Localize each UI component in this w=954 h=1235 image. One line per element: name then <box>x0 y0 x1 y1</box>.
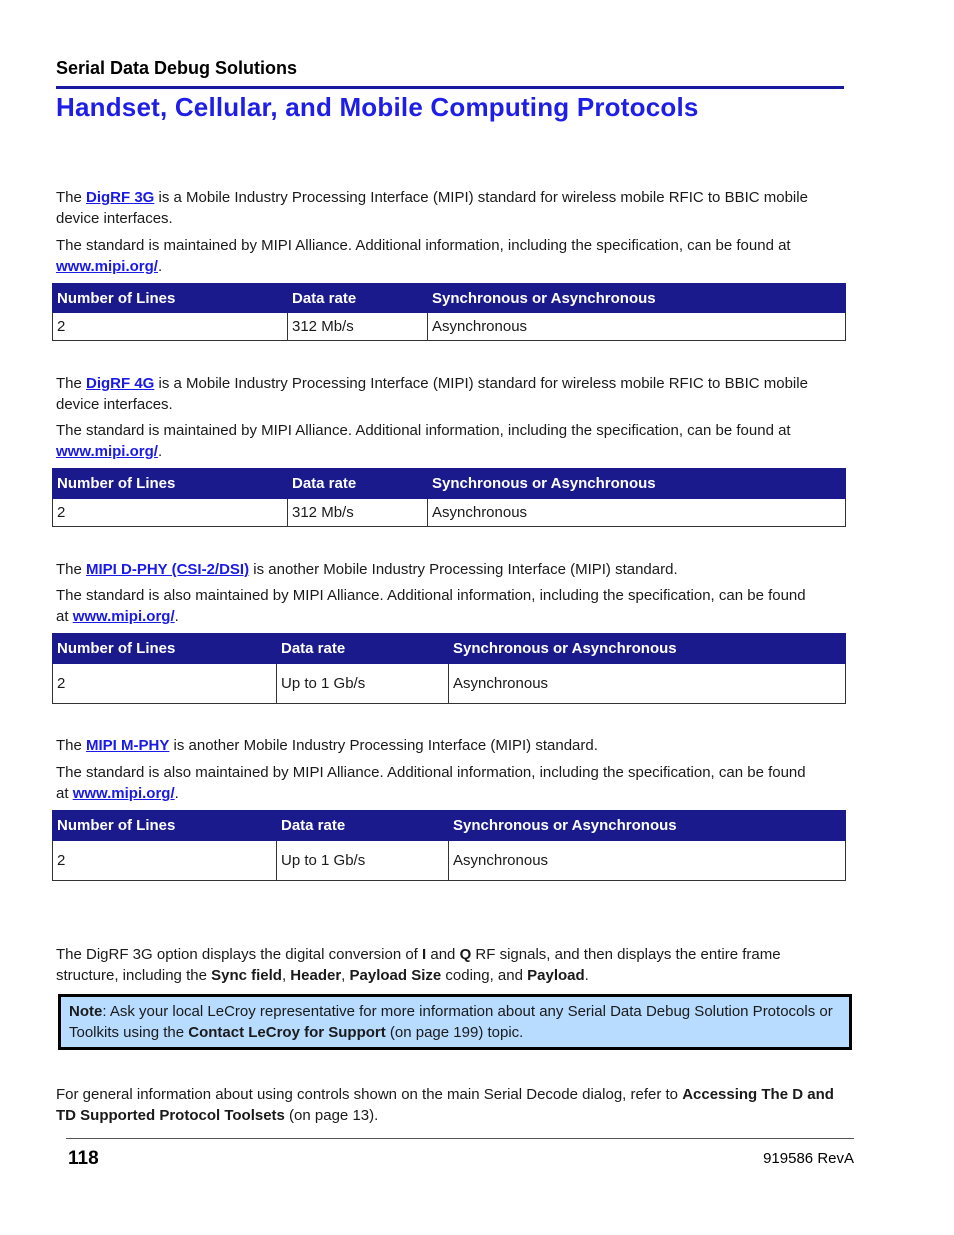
table-cell: 2 <box>53 313 288 341</box>
mipi-url-link[interactable]: www.mipi.org/ <box>72 785 175 802</box>
table-cell: Up to 1 Gb/s <box>277 841 449 881</box>
table-header: Number of Lines <box>53 634 277 664</box>
table-header: Synchronous or Asynchronous <box>449 634 846 664</box>
mipi-url-link[interactable]: www.mipi.org/ <box>56 443 158 460</box>
table-header: Data rate <box>288 284 428 313</box>
general-info-text: For general information about using controls shown on the main Serial Decode dialog, refer to Accessing The D and TD Supported Protocol Toolsets (on page 13). <box>56 1086 834 1124</box>
digrf3g-link[interactable]: DigRF 3G <box>86 189 155 206</box>
page-title: Handset, Cellular, and Mobile Computing Protocols <box>56 92 699 122</box>
table-header: Number of Lines <box>53 811 277 841</box>
digrf4g-standard-text: The standard is maintained by MIPI Alliance. Additional information, including the specification, can be found at www.mipi.org/. <box>56 422 791 460</box>
mphy-standard-text: The standard is also maintained by MIPI Alliance. Additional information, including the specification, can be found at www.mipi.org/. <box>56 764 806 802</box>
table-header: Data rate <box>277 811 449 841</box>
table-row <box>53 664 846 704</box>
digrf4g-link[interactable]: DigRF 4G <box>86 375 155 392</box>
running-header: Serial Data Debug Solutions <box>56 58 298 78</box>
table-row <box>53 499 846 527</box>
table-header: Number of Lines <box>53 469 288 499</box>
table-header: Data rate <box>277 634 449 664</box>
note-label: Note <box>69 1003 103 1020</box>
note-text: Note: Ask your local LeCroy representative for more information about any Serial Data Debug Solution Protocols or Toolkits using the Contact LeCroy for Support (on page 199) topic. <box>69 1003 833 1041</box>
document-id: 919586 RevA <box>763 1150 854 1167</box>
table-header: Synchronous or Asynchronous <box>428 284 846 313</box>
dphy-table <box>52 633 846 704</box>
table-row <box>53 313 846 341</box>
digrf3g-standard-text: The standard is maintained by MIPI Alliance. Additional information, including the specification, can be found at www.mipi.org/. <box>56 237 791 275</box>
table-cell: 2 <box>53 499 288 527</box>
contact-support-reference: Contact LeCroy for Support <box>188 1024 386 1041</box>
page-number: 118 <box>68 1148 99 1169</box>
digrf-option-text: The DigRF 3G option displays the digital conversion of I and Q RF signals, and then displays the entire frame structure, including the Sync field, Header, Payload Size coding, and Payload. <box>56 946 781 984</box>
table-cell: Up to 1 Gb/s <box>277 664 449 704</box>
footer-rule <box>66 1138 854 1139</box>
dphy-intro: The MIPI D-PHY (CSI-2/DSI) is another Mobile Industry Processing Interface (MIPI) standard. <box>56 561 678 578</box>
table-header: Synchronous or Asynchronous <box>428 469 846 499</box>
mphy-table <box>52 810 846 881</box>
mipi-url-link[interactable]: www.mipi.org/ <box>56 258 158 275</box>
table-header: Number of Lines <box>53 284 288 313</box>
table-cell: Asynchronous <box>449 841 846 881</box>
table-cell: 312 Mb/s <box>288 499 428 527</box>
dphy-link[interactable]: MIPI D-PHY (CSI-2/DSI) <box>86 561 250 578</box>
table-header: Synchronous or Asynchronous <box>449 811 846 841</box>
table-row <box>53 841 846 881</box>
mipi-url-link[interactable]: www.mipi.org/ <box>72 608 175 625</box>
dphy-standard-text: The standard is also maintained by MIPI Alliance. Additional information, including the specification, can be found at www.mipi.org/. <box>56 587 806 625</box>
digrf4g-table <box>52 468 846 527</box>
digrf4g-intro: The DigRF 4G is a Mobile Industry Processing Interface (MIPI) standard for wireless mobile RFIC to BBIC mobile device interfaces. <box>56 375 808 413</box>
digrf3g-intro: The DigRF 3G is a Mobile Industry Processing Interface (MIPI) standard for wireless mobile RFIC to BBIC mobile device interfaces. <box>56 189 808 227</box>
header-rule <box>56 86 844 89</box>
table-cell: 2 <box>53 664 277 704</box>
toolsets-reference: Accessing The D and TD Supported Protocol Toolsets <box>56 1086 834 1124</box>
table-cell: Asynchronous <box>428 499 846 527</box>
table-header: Data rate <box>288 469 428 499</box>
table-cell: 312 Mb/s <box>288 313 428 341</box>
table-cell: Asynchronous <box>428 313 846 341</box>
note-box <box>58 994 852 1050</box>
mphy-intro: The MIPI M-PHY is another Mobile Industry Processing Interface (MIPI) standard. <box>56 737 598 754</box>
mphy-link[interactable]: MIPI M-PHY <box>86 737 170 754</box>
digrf3g-table <box>52 283 846 341</box>
table-cell: Asynchronous <box>449 664 846 704</box>
table-cell: 2 <box>53 841 277 881</box>
